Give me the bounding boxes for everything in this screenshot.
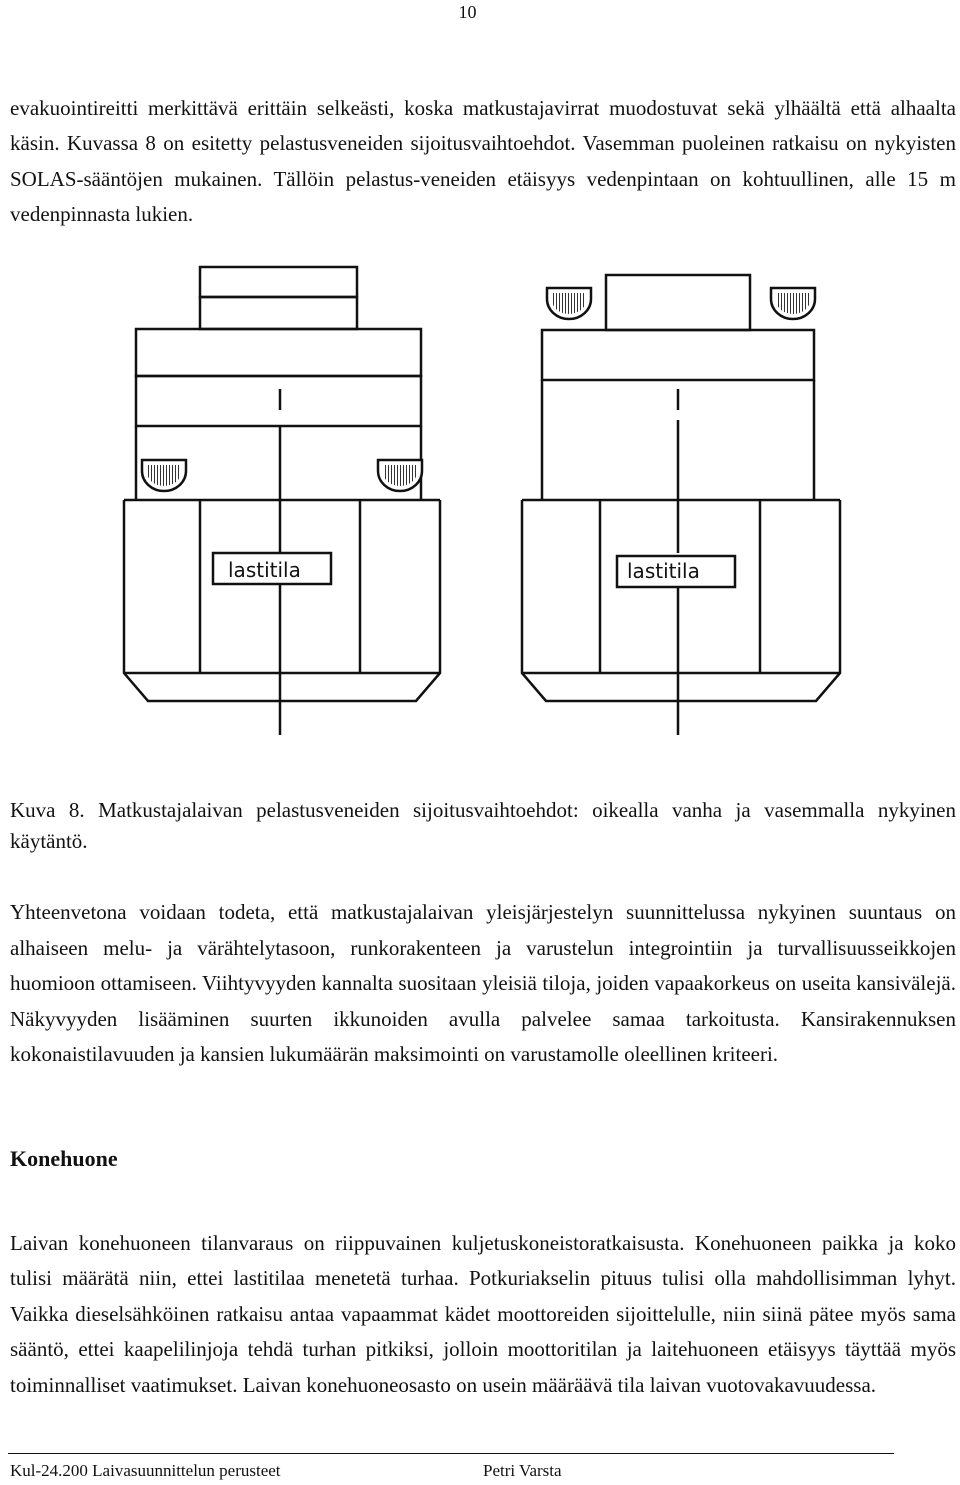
right-hull: [522, 500, 840, 735]
footer-course: Kul-24.200 Laivasuunnittelun perusteet: [10, 1461, 281, 1480]
left-deck-3: [136, 329, 421, 376]
left-superstructure: [136, 267, 421, 553]
right-ship-section: [522, 275, 840, 735]
left-deck-4: [136, 376, 421, 426]
right-hull-outline: [522, 500, 840, 701]
right-lifeboat-port: [547, 288, 591, 319]
left-ship-section: [124, 267, 440, 735]
left-deck-top: [200, 267, 357, 297]
paragraph-evacuation: evakuointireitti merkittävä erittäin selkeästi, koska matkustajavirrat muodostuvat sekä ylhäältä että alhaalta käsin. Kuvassa 8 on esitetty pelastusveneiden sijoitusvaihtoehdot. Vasemman puoleinen ratkaisu on nykyisten SOLAS-sääntöjen mukainen. Tällöin pelastus-veneiden etäisyys vedenpintaan on kohtuullinen, alle 15 m vedenpinnasta lukien.: [10, 96, 956, 227]
left-hull-outline: [124, 500, 440, 701]
left-cargo-label: lastitila: [228, 558, 301, 582]
paragraph-engine-room: Laivan konehuoneen tilanvaraus on riippuvainen kuljetuskoneistoratkaisusta. Konehuoneen paikka ja koko tulisi määrätä niin, ettei lastitilaa menetetä turhaa. Potkuriakselin pituus tulisi olla mahdollisimman lyhyt. Vaikka dieselsähköinen ratkaisu antaa vapaammat kädet moottoreiden sijoittelulle, niin siinä pätee myös sama sääntö, ettei kaapelilinjoja tehdä turhan pitkiksi, jolloin moottoritilan ja laitehuoneen etäisyys täyttää myös toiminnalliset vaatimukset. Laivan konehuoneosasto on usein määräävä tila laivan vuotovakavuudessa.: [10, 1231, 956, 1397]
right-cargo-hold-label: [617, 556, 735, 587]
ship-cross-sections: [0, 255, 960, 745]
left-lifeboat-starboard: [378, 460, 422, 491]
left-deck-2: [200, 297, 357, 329]
right-deck-2: [542, 330, 814, 380]
lifeboat-arrangement-figure: [0, 255, 960, 745]
right-deck-top: [606, 275, 750, 330]
left-cargo-hold-label: [213, 553, 331, 584]
section-heading: Konehuone: [10, 1146, 118, 1171]
footer-divider: [8, 1453, 894, 1454]
figure-caption: Kuva 8. Matkustajalaivan pelastusveneiden sijoitusvaihtoehdot: oikealla vanha ja vasemmalla nykyinen käytäntö.: [10, 798, 956, 853]
right-lifeboat-starboard: [771, 288, 815, 319]
footer-author: Petri Varsta: [483, 1461, 562, 1480]
right-superstructure: [542, 275, 814, 553]
page-number: 10: [458, 2, 477, 22]
left-hull: [124, 500, 440, 735]
right-cargo-label: lastitila: [627, 559, 700, 583]
paragraph-summary: Yhteenvetona voidaan todeta, että matkustajalaivan yleisjärjestelyn suunnittelussa nykyinen suuntaus on alhaiseen melu- ja värähtelytasoon, runkorakenteen ja varustelun integrointiin ja turvallisuusseikkojen huomioon ottamiseen. Viihtyvyyden kannalta suositaan yleisiä tiloja, joiden vapaakorkeus on useita kansivälejä. Näkyvyyden lisääminen suurten ikkunoiden avulla palvelee samaa tarkoitusta. Kansirakennuksen kokonaistilavuuden ja kansien lukumäärän maksimointi on varustamolle oleellinen kriteeri.: [10, 900, 956, 1067]
left-lifeboat-port: [142, 460, 186, 491]
